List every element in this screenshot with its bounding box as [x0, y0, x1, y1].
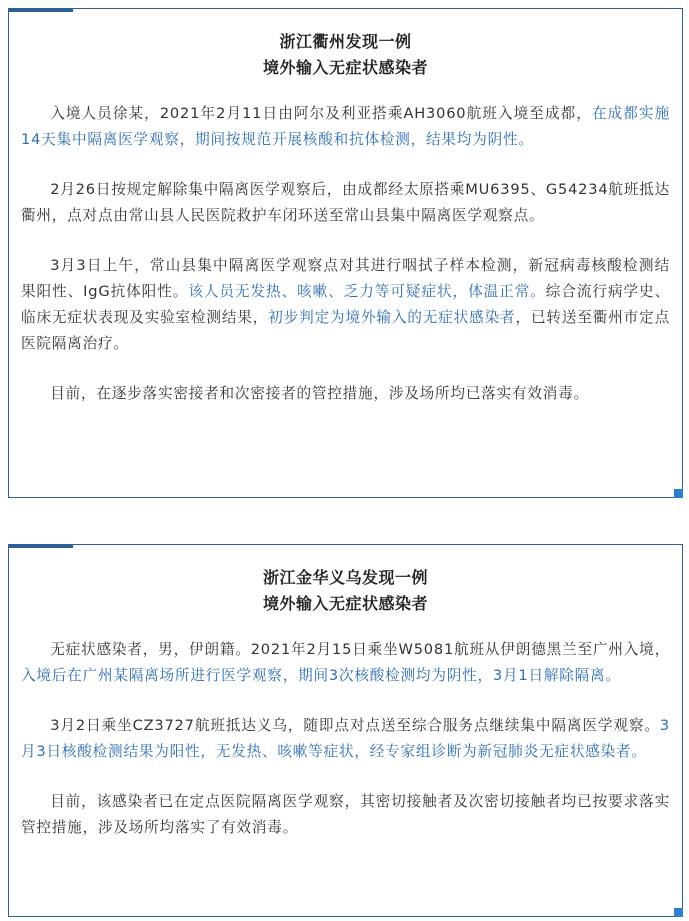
paragraph-1 — [21, 101, 670, 153]
card-corner-mark — [674, 908, 683, 917]
text-segment: 3月3日上午，常山县集中隔离医学观察点对其进行咽拭子样本检测，新冠病毒核酸检测结果阳性、IgG抗体阳性。 — [21, 257, 670, 300]
title-line-2: 境外输入无症状感染者 — [262, 58, 428, 77]
highlight-segment: 初步判定为境外输入的无症状感染者 — [268, 309, 516, 326]
card-accent-bar — [8, 544, 73, 548]
highlight-segment: 在成都实施14天集中隔离医学观察，期间按规范开展核酸和抗体检测，结果均为阴性。 — [21, 105, 670, 148]
paragraph-1 — [21, 637, 670, 689]
text-segment: 无症状感染者，男，伊朗籍。2021年2月15日乘坐W5081航班从伊朗德黑兰至广州入境， — [50, 641, 670, 658]
text-segment: 综合流行病学史、临床无症状表现及实验室检测结果， — [21, 283, 670, 326]
paragraph-4: 目前，在逐步落实密接者和次密接者的管控措施，涉及场所均已落实有效消毒。 — [50, 385, 589, 402]
card-title — [9, 29, 682, 81]
text-segment: 入境人员徐某，2021年2月11日由阿尔及利亚搭乘AH3060航班入境至成都， — [50, 105, 592, 122]
news-card-yiwu — [8, 544, 683, 917]
title-line-1: 浙江衢州发现一例 — [279, 32, 412, 51]
highlight-segment: 3月3日核酸检测结果为阳性，无发热、咳嗽等症状，经专家组诊断为新冠肺炎无症状感染者。 — [21, 717, 670, 760]
highlight-segment: 入境后在广州某隔离场所进行医学观察，期间3次核酸检测均为阴性，3月1日解除隔离。 — [21, 667, 621, 684]
paragraph-3 — [21, 253, 670, 357]
title-line-2: 境外输入无症状感染者 — [262, 594, 428, 613]
paragraph-3: 目前，该感染者已在定点医院隔离医学观察，其密切接触者及次密切接触者均已按要求落实管控措施，涉及场所均落实了有效消毒。 — [21, 793, 670, 836]
news-card-quzhou — [8, 8, 683, 498]
card-title — [9, 565, 682, 617]
card-corner-mark — [674, 489, 683, 498]
text-segment: ，已转送至衢州市定点医院隔离治疗。 — [21, 309, 670, 352]
highlight-segment: 该人员无发热、咳嗽、乏力等可疑症状，体温正常。 — [188, 283, 546, 300]
card-accent-bar — [8, 8, 73, 12]
text-segment: 3月2日乘坐CZ3727航班抵达义乌，随即点对点送至综合服务点继续集中隔离医学观察。 — [50, 717, 660, 734]
title-line-1: 浙江金华义乌发现一例 — [262, 568, 428, 587]
paragraph-2: 2月26日按规定解除集中隔离医学观察后，由成都经太原搭乘MU6395、G54234航班抵达衢州，点对点由常山县人民医院救护车闭环送至常山县集中隔离医学观察点。 — [21, 181, 671, 224]
paragraph-2 — [21, 713, 670, 765]
